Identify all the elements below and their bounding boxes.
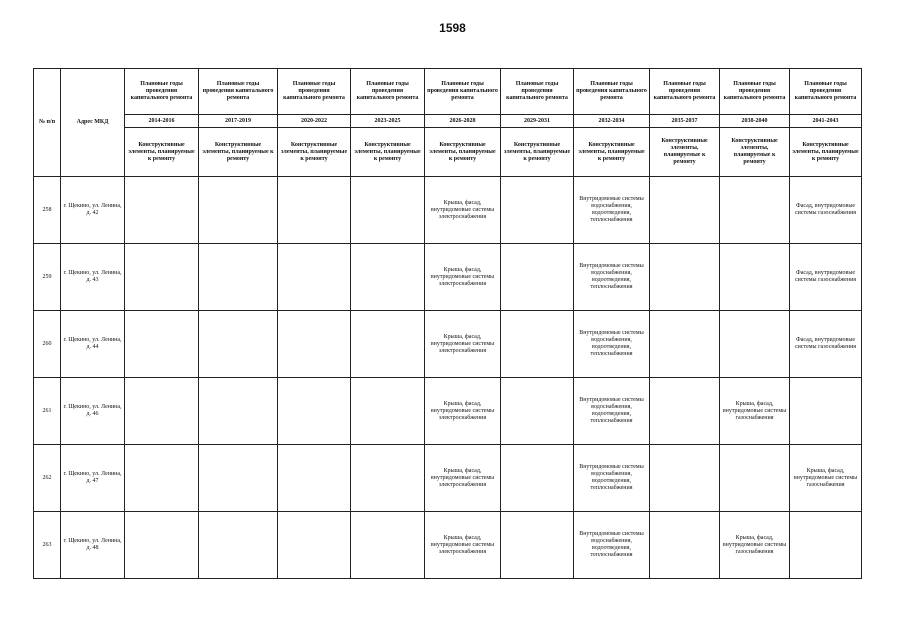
header-period: 2023-2025	[351, 115, 425, 128]
row-cell: Внутридомовые системы водоснабжения, водоотведения, теплоснабжения	[574, 244, 650, 311]
header-period: 2020-2022	[278, 115, 351, 128]
row-cell	[278, 445, 351, 512]
header-planned-years: Плановые годы проведения капитального ремонта	[720, 69, 790, 115]
row-cell	[199, 177, 278, 244]
header-planned-years: Плановые годы проведения капитального ремонта	[351, 69, 425, 115]
row-address: г. Щекино, ул. Ленина, д. 43	[61, 244, 125, 311]
row-cell	[199, 244, 278, 311]
row-number: 260	[34, 311, 61, 378]
row-cell	[278, 512, 351, 579]
header-planned-years: Плановые годы проведения капитального ремонта	[199, 69, 278, 115]
row-cell	[720, 445, 790, 512]
row-cell	[720, 311, 790, 378]
row-cell	[278, 244, 351, 311]
row-cell	[125, 244, 199, 311]
row-cell	[720, 177, 790, 244]
row-number: 261	[34, 378, 61, 445]
row-address: г. Щекино, ул. Ленина, д. 44	[61, 311, 125, 378]
row-cell	[351, 512, 425, 579]
table-row	[34, 311, 862, 378]
header-elements: Конструктивные элементы, планируемые к ремонту	[720, 128, 790, 177]
row-cell	[501, 244, 574, 311]
row-cell: Фасад, внутридомовые системы газоснабжения	[790, 177, 862, 244]
header-planned-years: Плановые годы проведения капитального ремонта	[425, 69, 501, 115]
row-cell	[351, 244, 425, 311]
header-elements: Конструктивные элементы, планируемые к ремонту	[425, 128, 501, 177]
header-planned-years: Плановые годы проведения капитального ремонта	[501, 69, 574, 115]
row-cell	[650, 311, 720, 378]
header-period: 2029-2031	[501, 115, 574, 128]
row-cell: Крыша, фасад, внутридомовые системы газоснабжения	[720, 512, 790, 579]
row-cell	[501, 445, 574, 512]
header-address: Адрес МКД	[61, 69, 125, 177]
row-cell	[351, 378, 425, 445]
row-address: г. Щекино, ул. Ленина, д. 48	[61, 512, 125, 579]
header-planned-years: Плановые годы проведения капитального ремонта	[574, 69, 650, 115]
row-cell	[720, 244, 790, 311]
capital-repair-plan-table	[33, 68, 862, 579]
header-period: 2017-2019	[199, 115, 278, 128]
row-address: г. Щекино, ул. Ленина, д. 42	[61, 177, 125, 244]
row-cell	[278, 177, 351, 244]
header-period: 2041-2043	[790, 115, 862, 128]
row-cell	[650, 177, 720, 244]
row-cell: Крыша, фасад, внутридомовые системы электроснабжения	[425, 177, 501, 244]
row-cell: Крыша, фасад, внутридомовые системы электроснабжения	[425, 512, 501, 579]
row-cell	[125, 378, 199, 445]
header-elements: Конструктивные элементы, планируемые к ремонту	[650, 128, 720, 177]
table-row	[34, 244, 862, 311]
row-cell	[790, 378, 862, 445]
row-cell: Крыша, фасад, внутридомовые системы электроснабжения	[425, 244, 501, 311]
row-cell: Внутридомовые системы водоснабжения, водоотведения, теплоснабжения	[574, 378, 650, 445]
row-address: г. Щекино, ул. Ленина, д. 47	[61, 445, 125, 512]
page-number: 1598	[439, 21, 466, 35]
row-number: 263	[34, 512, 61, 579]
row-cell: Внутридомовые системы водоснабжения, водоотведения, теплоснабжения	[574, 177, 650, 244]
row-cell	[125, 311, 199, 378]
header-num: № п/п	[34, 69, 61, 177]
header-elements: Конструктивные элементы, планируемые к ремонту	[199, 128, 278, 177]
header-elements: Конструктивные элементы, планируемые к ремонту	[501, 128, 574, 177]
header-planned-years: Плановые годы проведения капитального ремонта	[650, 69, 720, 115]
row-cell: Внутридомовые системы водоснабжения, водоотведения, теплоснабжения	[574, 445, 650, 512]
table-row	[34, 445, 862, 512]
header-planned-years: Плановые годы проведения капитального ремонта	[125, 69, 199, 115]
row-address: г. Щекино, ул. Ленина, д. 46	[61, 378, 125, 445]
row-cell	[278, 311, 351, 378]
row-cell	[125, 512, 199, 579]
row-cell	[501, 311, 574, 378]
row-number: 262	[34, 445, 61, 512]
row-cell	[650, 378, 720, 445]
row-cell	[199, 512, 278, 579]
row-cell	[650, 244, 720, 311]
row-cell	[650, 512, 720, 579]
row-cell: Внутридомовые системы водоснабжения, водоотведения, теплоснабжения	[574, 512, 650, 579]
row-cell	[278, 378, 351, 445]
header-period: 2035-2037	[650, 115, 720, 128]
header-planned-years: Плановые годы проведения капитального ремонта	[278, 69, 351, 115]
row-cell	[199, 378, 278, 445]
row-cell: Внутридомовые системы водоснабжения, водоотведения, теплоснабжения	[574, 311, 650, 378]
row-cell	[650, 445, 720, 512]
row-cell: Крыша, фасад, внутридомовые системы газоснабжения	[720, 378, 790, 445]
row-cell	[501, 177, 574, 244]
row-cell	[199, 311, 278, 378]
row-cell: Крыша, фасад, внутридомовые системы электроснабжения	[425, 311, 501, 378]
row-number: 259	[34, 244, 61, 311]
header-elements: Конструктивные элементы, планируемые к ремонту	[351, 128, 425, 177]
row-cell	[125, 445, 199, 512]
row-cell	[790, 512, 862, 579]
row-cell: Крыша, фасад, внутридомовые системы электроснабжения	[425, 445, 501, 512]
row-cell	[351, 445, 425, 512]
header-period: 2032-2034	[574, 115, 650, 128]
header-elements: Конструктивные элементы, планируемые к ремонту	[790, 128, 862, 177]
header-elements: Конструктивные элементы, планируемые к ремонту	[574, 128, 650, 177]
row-cell	[351, 177, 425, 244]
header-period: 2014-2016	[125, 115, 199, 128]
row-cell	[125, 177, 199, 244]
table-row	[34, 378, 862, 445]
row-cell	[351, 311, 425, 378]
table-row	[34, 177, 862, 244]
row-cell: Крыша, фасад, внутридомовые системы газоснабжения	[790, 445, 862, 512]
header-planned-years: Плановые годы проведения капитального ремонта	[790, 69, 862, 115]
row-cell	[501, 512, 574, 579]
row-number: 258	[34, 177, 61, 244]
row-cell	[501, 378, 574, 445]
header-period: 2038-2040	[720, 115, 790, 128]
row-cell: Фасад, внутридомовые системы газоснабжения	[790, 311, 862, 378]
row-cell	[199, 445, 278, 512]
table-row	[34, 512, 862, 579]
header-period: 2026-2028	[425, 115, 501, 128]
row-cell: Крыша, фасад, внутридомовые системы электроснабжения	[425, 378, 501, 445]
header-elements: Конструктивные элементы, планируемые к ремонту	[125, 128, 199, 177]
row-cell: Фасад, внутридомовые системы газоснабжения	[790, 244, 862, 311]
header-elements: Конструктивные элементы, планируемые к ремонту	[278, 128, 351, 177]
